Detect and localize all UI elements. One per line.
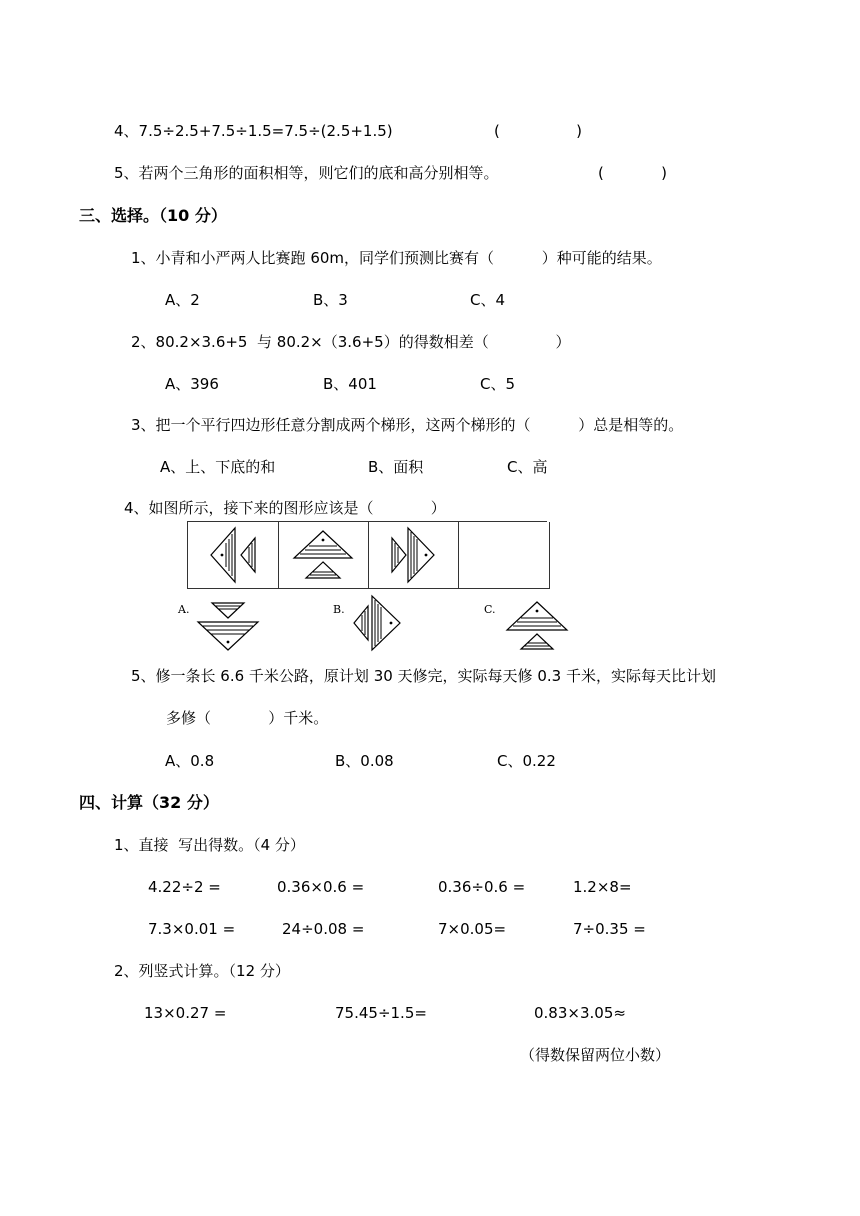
choice-q5-option-c[interactable]: C、0.22 [497,752,556,770]
choice-q2-option-b[interactable]: B、401 [323,375,377,393]
pattern-cell-1-figure [205,526,265,586]
choice-q5-option-a[interactable]: A、0.8 [165,752,215,770]
section3-title: 三、选择。（10 分） [79,206,227,225]
choice-q5-text: 5、修一条长 6.6 千米公路，原计划 30 天修完，实际每天修 0.3 千米，实际每天比计划 [131,667,716,685]
judge-q5-text: 5、若两个三角形的面积相等，则它们的底和高分别相等。 [114,164,499,182]
vertical-calc-item: 0.83×3.05≈ [534,1004,626,1022]
choice-q2-option-a[interactable]: A、396 [165,375,219,393]
choice-q3-option-b[interactable]: B、面积 [368,458,424,476]
choice-q3-option-a[interactable]: A、上、下底的和 [160,458,276,476]
figure-option-a[interactable] [196,600,260,652]
choice-q4-text: 4、如图所示，接下来的图形应该是（ ） [124,499,446,517]
judge-q4-text: 4、7.5÷2.5+7.5÷1.5=7.5÷(2.5+1.5) [114,122,393,140]
choice-q2-option-c[interactable]: C、5 [480,375,516,393]
figure-option-c-label[interactable]: C. [484,603,496,616]
choice-q1-option-b[interactable]: B、3 [313,291,348,309]
pattern-grid-divider [278,522,279,588]
vertical-calc-item: 13×0.27 = [144,1004,227,1022]
pattern-cell-2-figure [292,528,354,584]
pattern-grid-divider [368,522,369,588]
figure-option-c[interactable] [505,600,569,652]
pattern-grid-divider [458,522,459,588]
calc-item: 7.3×0.01 = [148,920,236,938]
calc-item: 7×0.05= [438,920,507,938]
calc-item: 1.2×8= [573,878,632,896]
choice-q1-option-a[interactable]: A、2 [165,291,200,309]
calc-item: 24÷0.08 = [282,920,365,938]
calc-item: 0.36÷0.6 = [438,878,526,896]
figure-option-b-label[interactable]: B. [333,603,345,616]
vertical-calc-item: 75.45÷1.5= [335,1004,427,1022]
choice-q2-text: 2、80.2×3.6+5 与 80.2×（3.6+5）的得数相差（ ） [131,333,571,351]
figure-option-b[interactable] [350,594,406,654]
judge-q4-answer-paren[interactable]: ( ) [494,122,582,140]
pattern-cell-3-figure [386,526,446,586]
figure-option-a-label[interactable]: A. [178,603,190,616]
choice-q1-text: 1、小青和小严两人比赛跑 60m，同学们预测比赛有（ ）种可能的结果。 [131,249,662,267]
calc-item: 0.36×0.6 = [277,878,365,896]
choice-q3-option-c[interactable]: C、高 [507,458,548,476]
rounding-note: （得数保留两位小数） [520,1046,671,1064]
calc-item: 4.22÷2 = [148,878,221,896]
judge-q5-answer-paren[interactable]: ( ) [598,164,667,182]
section4-title: 四、计算（32 分） [79,793,219,812]
choice-q5-option-b[interactable]: B、0.08 [335,752,394,770]
choice-q3-text: 3、把一个平行四边形任意分割成两个梯形，这两个梯形的（ ）总是相等的。 [131,416,684,434]
calc-part2-title: 2、列竖式计算。（12 分） [114,962,290,980]
choice-q1-option-c[interactable]: C、4 [470,291,506,309]
choice-q5-text-cont: 多修（ ）千米。 [166,709,329,727]
calc-item: 7÷0.35 = [573,920,646,938]
calc-part1-title: 1、直接 写出得数。（4 分） [114,836,305,854]
